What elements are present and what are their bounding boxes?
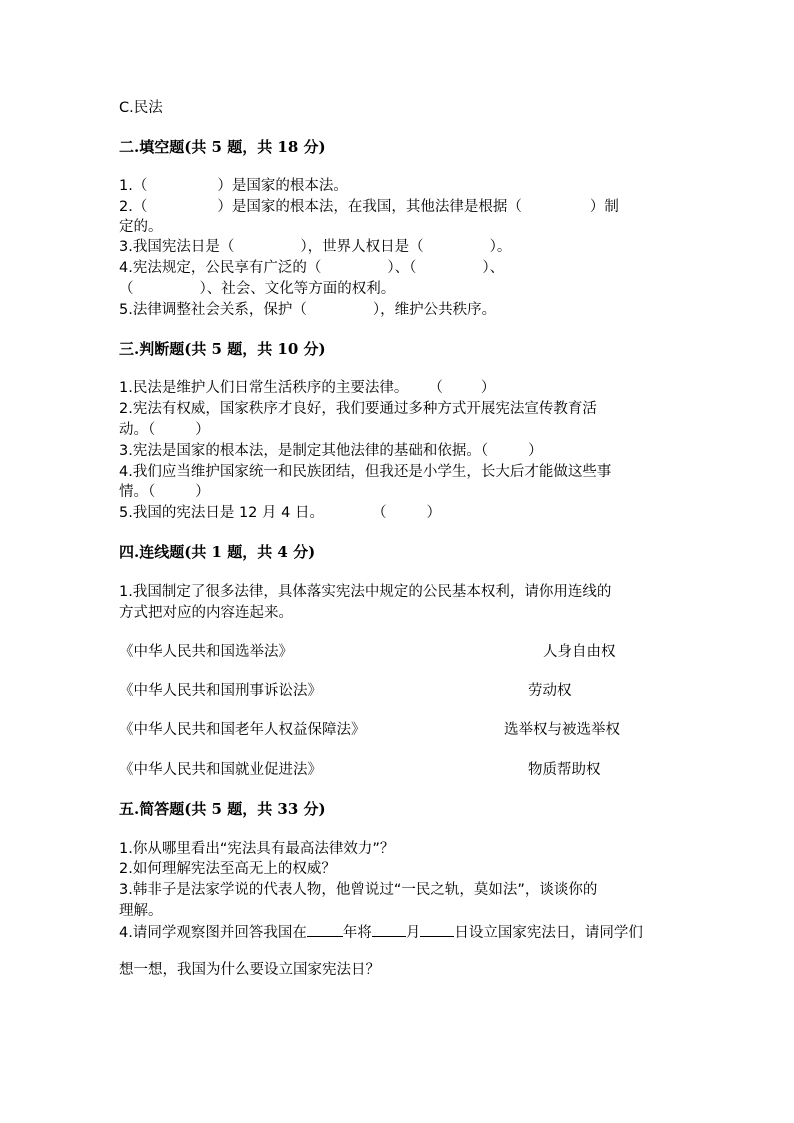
short-question-2: 2.如何理解宪法至高无上的权威？	[119, 861, 336, 877]
fill-question-2: 2.（ ）是国家的根本法，在我国，其他法律是根据（ ）制	[119, 199, 619, 215]
short-question-4-cont: 想一想，我国为什么要设立国家宪法日？	[119, 962, 380, 978]
matching-question-1: 1.我国制定了很多法律，具体落实宪法中规定的公民基本权利，请你用连线的	[119, 584, 612, 600]
section-heading-matching: 四.连线题(共 1 题，共 4 分)	[119, 543, 316, 561]
short-question-1: 1.你从哪里看出“宪法具有最高法律效力”？	[119, 841, 395, 857]
law-item-criminal-procedure: 《中华人民共和国刑事诉讼法》	[119, 683, 322, 699]
tf-question-3: 3.宪法是国家的根本法，是制定其他法律的基础和依据。（ ）	[119, 443, 543, 459]
prev-option: C.民法	[119, 100, 163, 116]
short-question-3: 3.韩非子是法家学说的代表人物，他曾说过“一民之轨，莫如法”，谈谈你的	[119, 882, 598, 898]
tf-question-4: 4.我们应当维护国家统一和民族团结，但我还是小学生，长大后才能做这些事	[119, 464, 612, 480]
short-question-4: 4.请同学观察图并回答我国在 年将 月 日设立国家宪法日，请同学们	[119, 922, 643, 943]
short-question-3-cont: 理解。	[119, 903, 163, 919]
fill-question-4: 4.宪法规定，公民享有广泛的（ ）、（ ）、	[119, 260, 505, 276]
section-heading-true-false: 三.判断题(共 5 题，共 10 分)	[119, 340, 326, 358]
right-item-vote: 选举权与被选举权	[504, 722, 620, 738]
fill-question-4-cont: （ ）、社会、文化等方面的权利。	[119, 281, 396, 297]
right-item-personal-freedom: 人身自由权	[543, 644, 616, 660]
right-item-labor: 劳动权	[528, 683, 572, 699]
section-heading-fill-blank: 二.填空题(共 5 题，共 18 分)	[119, 138, 326, 156]
fill-question-1: 1.（ ）是国家的根本法。	[119, 178, 348, 194]
fill-question-3: 3.我国宪法日是（ ），世界人权日是（ ）。	[119, 239, 512, 255]
tf-question-5: 5.我国的宪法日是 12 月 4 日。 （ ）	[119, 505, 441, 521]
section-heading-short-answer: 五.简答题(共 5 题，共 33 分)	[119, 800, 326, 818]
tf-question-2-cont: 动。（ ）	[119, 422, 210, 438]
tf-question-2: 2.宪法有权威，国家秩序才良好，我们要通过多种方式开展宪法宣传教育活	[119, 401, 597, 417]
law-item-election: 《中华人民共和国选举法》	[119, 644, 293, 660]
tf-question-1: 1.民法是维护人们日常生活秩序的主要法律。 （ ）	[119, 380, 496, 396]
fill-question-2-cont: 定的。	[119, 219, 163, 235]
right-item-material-aid: 物质帮助权	[528, 762, 601, 778]
tf-question-4-cont: 情。（ ）	[119, 484, 210, 500]
matching-question-1-cont: 方式把对应的内容连起来。	[119, 605, 293, 621]
law-item-employment: 《中华人民共和国就业促进法》	[119, 762, 322, 778]
fill-question-5: 5.法律调整社会关系，保护（ ），维护公共秩序。	[119, 302, 497, 318]
law-item-elderly-rights: 《中华人民共和国老年人权益保障法》	[119, 722, 366, 738]
